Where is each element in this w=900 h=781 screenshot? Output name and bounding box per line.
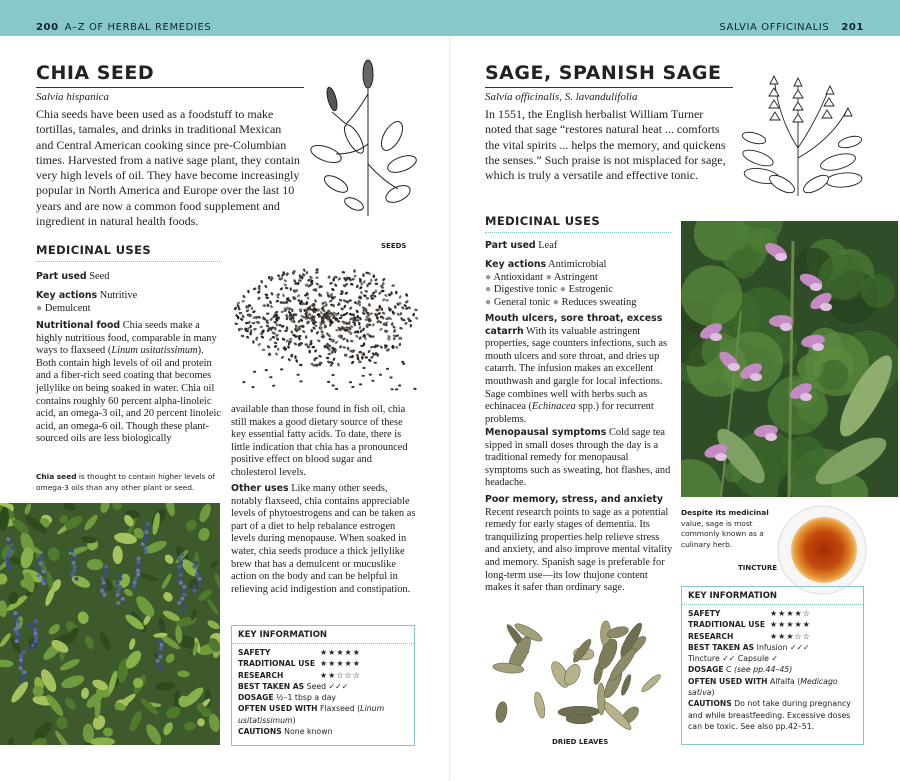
chia-key-actions bbox=[36, 290, 226, 315]
sage-cautions-label: CAUTIONS bbox=[688, 699, 732, 709]
sage-key-actions-label: Key actions bbox=[485, 259, 547, 270]
sage-research-label: RESEARCH bbox=[688, 631, 734, 641]
sage-dosage-label: DOSAGE bbox=[688, 665, 724, 675]
chia-other-uses bbox=[231, 483, 419, 596]
bullet-icon: ● bbox=[36, 302, 43, 314]
chia-key-action-2: Demulcent bbox=[44, 302, 91, 314]
sage-meno-body: Cold sage tea sipped in small doses through the day is a traditional remedy for menopausal symptoms such as sweating, hot flashes, and headache. bbox=[485, 427, 671, 489]
sage-best-value-2: Tincture ✓✓ Capsule ✓ bbox=[688, 654, 778, 664]
chia-caption-bold: Chia seed bbox=[36, 472, 77, 481]
chia-research-label: RESEARCH bbox=[238, 670, 284, 680]
sage-caption bbox=[681, 508, 781, 550]
chia-plant-illustration bbox=[306, 54, 424, 224]
chia-safety-row bbox=[238, 647, 408, 658]
sage-action-1: Antioxidant bbox=[493, 271, 543, 283]
chia-best-taken-row bbox=[238, 681, 408, 692]
chia-often-used-row bbox=[238, 703, 408, 726]
sage-dosage-ref: (see pp.44–45) bbox=[733, 665, 793, 675]
sage-medicinal-uses-heading: MEDICINAL USES bbox=[485, 214, 601, 228]
sage-mouth-part-1: With its valuable astringent properties, sage counters infections, such as mouth ulcers and sore throat, and dries up catarrh. The infusion makes an excellent mouthwash and gargle for local infections. Sage combines well with herbs such as echinacea ( bbox=[485, 325, 668, 413]
chia-dosage-row bbox=[238, 692, 408, 703]
sage-safety-row bbox=[688, 608, 857, 619]
sage-safety-stars: ★★★★☆ bbox=[770, 609, 811, 618]
sage-part-used-value: Leaf bbox=[538, 240, 558, 251]
chia-nutritional-continued: available than those found in fish oil, chia still makes a good dietary source of these key essential fatty acids. To date, there is little indication that chia has a pronounced positive effect on blood sugar and cholesterol levels. bbox=[231, 404, 408, 478]
chia-other-uses-label: Other uses bbox=[231, 483, 289, 494]
sage-meno-label: Menopausal symptoms bbox=[485, 427, 607, 438]
right-section-title: SALVIA OFFICINALIS bbox=[719, 22, 830, 33]
sage-memory-body: Recent research points to sage as a potential remedy for early stages of dementia. Its tranquilizing properties help relieve stress and anxiety, and also improve mental vitality and memory. Spanish sage is preferable for long-term use—its low thujone content makes it safer than ordinary sage. bbox=[485, 506, 673, 594]
chia-cautions-value: None known bbox=[284, 727, 333, 737]
chia-plant-photo bbox=[0, 503, 220, 745]
sage-cautions-value: Do not take during pregnancy and while breastfeeding. Excessive doses can be toxic. See also pp.42–51. bbox=[688, 699, 851, 731]
sage-traditional-stars: ★★★★★ bbox=[770, 620, 811, 630]
bullet-icon: ● bbox=[559, 284, 566, 296]
page-gutter bbox=[449, 36, 451, 781]
bullet-icon: ● bbox=[485, 284, 492, 296]
bullet-icon: ● bbox=[545, 271, 552, 283]
chia-safety-stars: ★★★★★ bbox=[320, 648, 361, 657]
sage-flower-photo bbox=[681, 221, 898, 497]
sage-dosage-row bbox=[688, 664, 857, 675]
sage-memory-text bbox=[485, 494, 673, 595]
chia-title: CHIA SEED bbox=[36, 62, 155, 84]
sage-part-used bbox=[485, 240, 675, 253]
chia-medicinal-uses-heading: MEDICINAL USES bbox=[36, 243, 152, 257]
chia-traditional-stars: ★★★★★ bbox=[320, 659, 361, 669]
sage-part-used-label: Part used bbox=[485, 240, 536, 251]
chia-key-actions-label: Key actions bbox=[36, 290, 98, 301]
chia-seeds-image bbox=[228, 255, 424, 395]
chia-part-used bbox=[36, 271, 226, 284]
chia-nutritional-label: Nutritional food bbox=[36, 320, 121, 331]
seeds-label: SEEDS bbox=[381, 242, 407, 250]
sage-safety-label: SAFETY bbox=[688, 609, 721, 618]
sage-title-rule bbox=[485, 87, 733, 88]
sage-traditional-row bbox=[688, 619, 857, 630]
sage-mouth-label: Mouth ulcers, sore throat, excess catarrh bbox=[485, 313, 663, 337]
sage-key-info-title: KEY INFORMATION bbox=[682, 587, 863, 605]
chia-safety-label: SAFETY bbox=[238, 648, 271, 657]
chia-often-latin: Linum usitatissimum bbox=[238, 704, 385, 725]
right-page-number: 201 bbox=[841, 22, 864, 33]
chia-nutritional-latin: Linum usitatissimum bbox=[111, 345, 198, 357]
chia-section-rule bbox=[36, 261, 220, 262]
chia-key-info-title: KEY INFORMATION bbox=[232, 626, 414, 644]
sage-action-6: Reduces sweating bbox=[561, 296, 637, 308]
chia-part-used-label: Part used bbox=[36, 271, 87, 282]
sage-mouth-part-2: spp.) for recurrent problems. bbox=[485, 401, 654, 425]
sage-intro: In 1551, the English herbalist William Turner noted that sage “restores natural heat ... comforts the vital spirits ... helps the memory, and quickens the senses.” Such praise is not misplaced for sage, which is truly a versatile and effective tonic. bbox=[485, 107, 726, 183]
chia-other-uses-text: Like many other seeds, notably flaxseed, chia contains appreciable levels of phytoestrogens and can be taken as part of a diet to help rebalance estrogen levels during menopause. When soaked in water, chia seeds produce a thick jellylike brew that has a demulcent or mucuslike action on the body and can be helpful in relieving acid indigestion and constipation. bbox=[231, 483, 416, 595]
sage-mouth-latin: Echinacea bbox=[532, 401, 576, 413]
sage-memory-label: Poor memory, stress, and anxiety bbox=[485, 494, 664, 505]
sage-plant-illustration bbox=[738, 58, 870, 198]
right-running-head bbox=[719, 22, 864, 33]
sage-dosage-value: C bbox=[726, 665, 732, 675]
chia-caption bbox=[36, 472, 220, 493]
sage-often-latin: Medicago sativa bbox=[688, 676, 838, 698]
sage-latin-name: Salvia officinalis, S. lavandulifolia bbox=[485, 91, 638, 103]
sage-caption-bold: Despite its medicinal bbox=[681, 508, 769, 517]
chia-dosage-label: DOSAGE bbox=[238, 693, 274, 703]
sage-research-row bbox=[688, 631, 857, 642]
sage-research-stars: ★★★☆☆ bbox=[770, 631, 811, 641]
sage-title: SAGE, SPANISH SAGE bbox=[485, 62, 722, 84]
chia-title-rule bbox=[36, 87, 304, 88]
sage-action-4: Estrogenic bbox=[568, 284, 614, 296]
sage-often-value-2: ) bbox=[711, 688, 715, 698]
chia-often-label: OFTEN USED WITH bbox=[238, 704, 318, 714]
sage-traditional-label: TRADITIONAL USE bbox=[688, 620, 766, 630]
dried-leaves-image bbox=[480, 620, 670, 736]
chia-best-label: BEST TAKEN AS bbox=[238, 681, 305, 691]
bullet-icon: ● bbox=[485, 271, 492, 283]
chia-cautions-row bbox=[238, 726, 408, 737]
chia-nutritional-text bbox=[36, 320, 222, 446]
sage-action-3: Digestive tonic bbox=[493, 284, 558, 296]
sage-action-0: Antimicrobial bbox=[548, 259, 607, 270]
sage-often-label: OFTEN USED WITH bbox=[688, 676, 768, 686]
sage-key-actions bbox=[485, 259, 675, 309]
chia-best-value: Seed ✓✓✓ bbox=[306, 681, 349, 691]
bullet-icon: ● bbox=[552, 296, 560, 308]
chia-part-used-value: Seed bbox=[89, 271, 110, 282]
chia-traditional-row bbox=[238, 658, 408, 669]
chia-traditional-label: TRADITIONAL USE bbox=[238, 659, 316, 669]
dried-leaves-label: DRIED LEAVES bbox=[552, 738, 609, 746]
left-section-title: A–Z OF HERBAL REMEDIES bbox=[64, 22, 212, 33]
chia-caption-text: is thought to contain higher levels of omega-3 oils than any other plant or seed. bbox=[36, 472, 216, 492]
chia-nutritional-part-2: ). Both contain high levels of oil and protein and a fiber-rich seed coating that becomes jellylike on being soaked in water. Chia oil contains roughly 60 percent alpha-linoleic acid, an omega-3 oil, and 20 percent linoleic acid, an omega-6 oil. Though these plant-sourced oils are less biologically bbox=[36, 345, 221, 445]
chia-key-information-box bbox=[231, 625, 415, 746]
bullet-icon: ● bbox=[485, 296, 492, 308]
left-page-number: 200 bbox=[36, 22, 59, 33]
sage-best-label: BEST TAKEN AS bbox=[688, 642, 755, 652]
sage-action-5: General tonic bbox=[493, 296, 551, 308]
sage-caption-text: value, sage is most commonly known as a culinary herb. bbox=[681, 518, 764, 549]
chia-latin-name: Salvia hispanica bbox=[36, 91, 110, 103]
tincture-label: TINCTURE bbox=[738, 564, 778, 572]
chia-intro: Chia seeds have been used as a foodstuff to make tortillas, tamales, and drinks in traditional Mexican and Central American cooking since pre-Columbian times. Harvested from a native sage plant, they contain very high levels of oil. They have become increasingly popular in North America and Europe over the last 10 years and are now a common food supplement and ingredient in natural health foods. bbox=[36, 107, 300, 229]
sage-action-2: Astringent bbox=[553, 271, 598, 283]
sage-best-value-1: Infusion ✓✓✓ bbox=[756, 642, 810, 652]
chia-cautions-label: CAUTIONS bbox=[238, 727, 282, 737]
sage-often-used-row bbox=[688, 676, 857, 699]
chia-often-value-1: Flaxseed ( bbox=[320, 704, 361, 714]
sage-often-value-1: Alfalfa ( bbox=[770, 676, 801, 686]
chia-nutritional-part-1: Chia seeds make a highly nutritious food, comparable in many ways to flaxseed ( bbox=[36, 320, 217, 357]
left-running-head bbox=[36, 22, 211, 33]
sage-cautions-row bbox=[688, 698, 857, 732]
sage-key-information-box bbox=[681, 586, 864, 745]
chia-key-action-1: Nutritive bbox=[99, 290, 138, 301]
chia-research-row bbox=[238, 670, 408, 681]
sage-section-rule bbox=[485, 232, 671, 233]
sage-best-taken-row bbox=[688, 642, 857, 665]
chia-dosage-value: ½–1 tbsp a day bbox=[276, 693, 337, 703]
chia-often-value-2: ) bbox=[292, 715, 296, 725]
tincture-dish-image bbox=[776, 504, 868, 596]
sage-menopausal-text bbox=[485, 427, 673, 490]
sage-mouth-ulcers-text bbox=[485, 313, 673, 426]
chia-research-stars: ★★☆☆☆ bbox=[320, 670, 361, 680]
